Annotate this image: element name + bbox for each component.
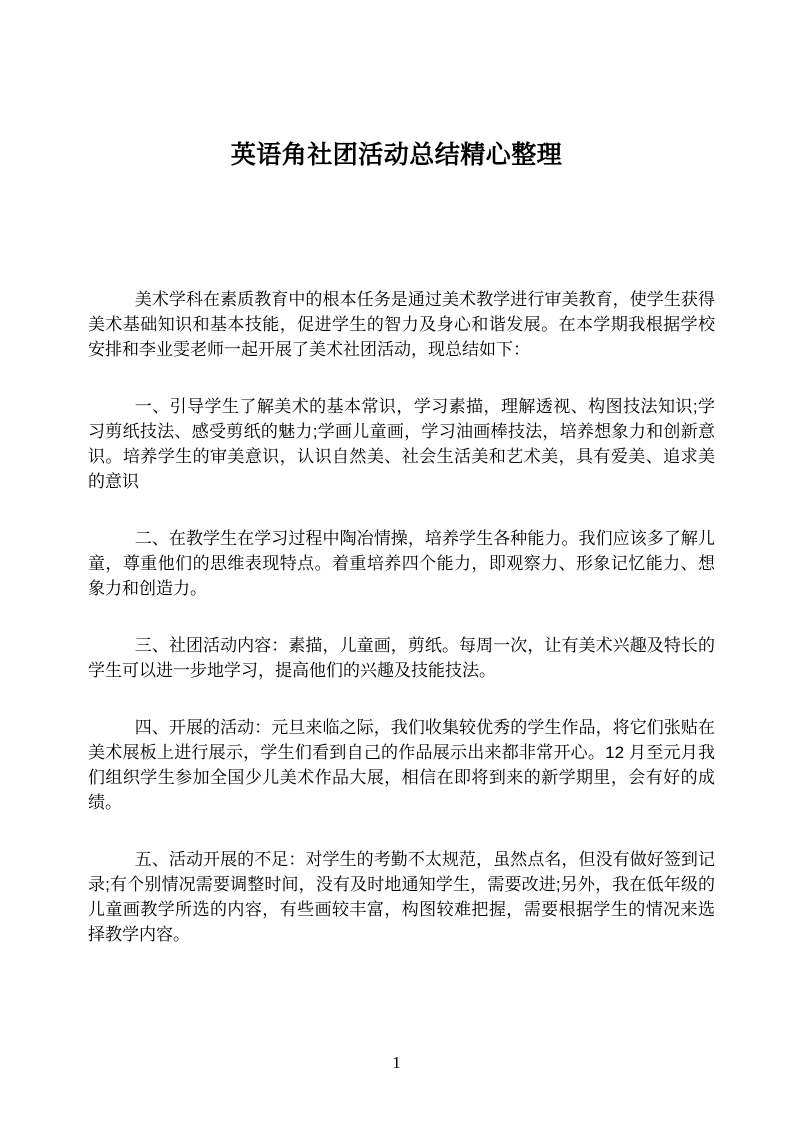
paragraph-item-1: 一、引导学生了解美术的基本常识，学习素描，理解透视、构图技法知识;学习剪纸技法、感受剪纸的魅力;学画儿童画，学习油画棒技法，培养想象力和创新意识。培养学生的审美意识，认识自然美、社会生活美和艺术美，具有爱美、追求美的意识	[88, 397, 715, 491]
paragraph-item-5: 五、活动开展的不足：对学生的考勤不太规范，虽然点名，但没有做好签到记录;有个别情况需要调整时间，没有及时地通知学生，需要改进;另外，我在低年级的儿童画教学所选的内容，有些画较丰富，构图较难把握，需要根据学生的情况来选择教学内容。	[88, 850, 715, 944]
paragraph-item-3: 三、社团活动内容：素描，儿童画，剪纸。每周一次，让有美术兴趣及特长的学生可以进一步地学习，提高他们的兴趣及技能技法。	[88, 636, 715, 680]
document-body	[88, 287, 715, 979]
paragraph-intro: 美术学科在素质教育中的根本任务是通过美术教学进行审美教育，使学生获得美术基础知识和基本技能，促进学生的智力及身心和谐发展。在本学期我根据学校安排和李业雯老师一起开展了美术社团活动，现总结如下：	[88, 290, 715, 359]
page-number: 1	[392, 1053, 401, 1072]
paragraph-item-2: 二、在教学生在学习过程中陶冶情操，培养学生各种能力。我们应该多了解儿童，尊重他们的思维表现特点。着重培养四个能力，即观察力、形象记忆能力、想象力和创造力。	[88, 529, 715, 598]
document-title: 英语角社团活动总结精心整理	[230, 141, 563, 169]
paragraph-item-4: 四、开展的活动：元旦来临之际，我们收集较优秀的学生作品，将它们张贴在美术展板上进行展示，学生们看到自己的作品展示出来都非常开心。12 月至元月我们组织学生参加全国少儿美术作品大展，相信在即将到来的新学期里，会有好的成绩。	[88, 718, 715, 812]
